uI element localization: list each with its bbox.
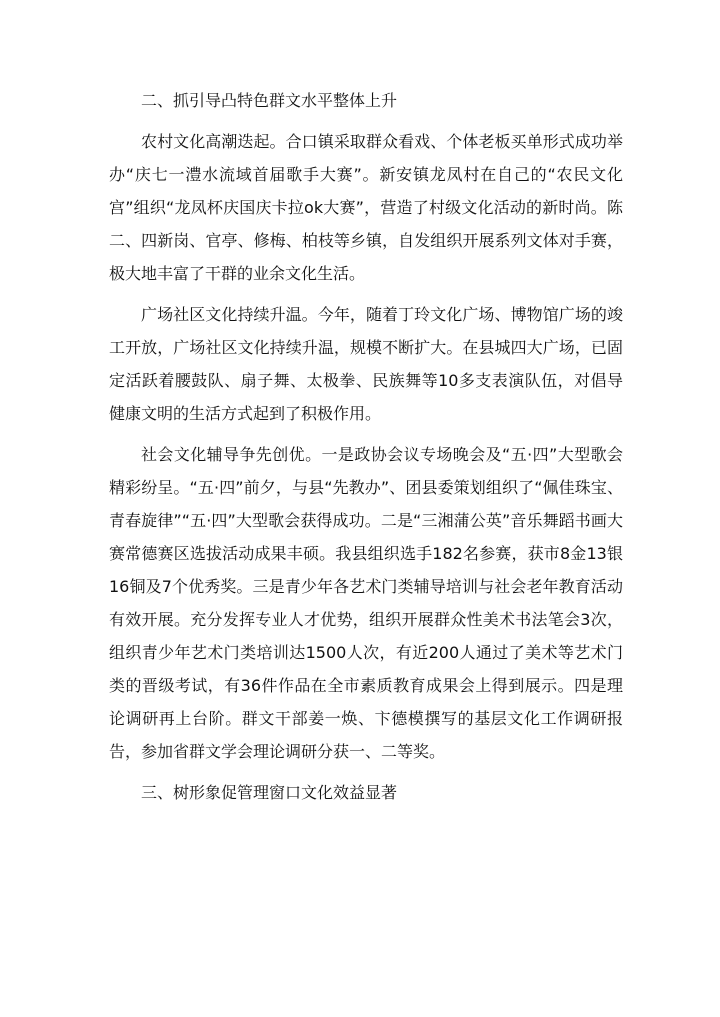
paragraph-social-culture: 社会文化辅导争先创优。一是政协会议专场晚会及“五·四”大型歌会精彩纷呈。“五·四”前夕，与县“先教办”、团县委策划组织了“佩佳珠宝、青春旋律”“五·四”大型歌会获得成功。二是“三湘蒲公英”音乐舞蹈书画大赛常德赛区选拔活动成果丰硕。我县组织选手182名参赛，获市8金13银16铜及7个优秀奖。三是青少年各艺术门类辅导培训与社会老年教育活动有效开展。充分发挥专业人才优势，组织开展群众性美术书法笔会3次，组织青少年艺术门类培训达1500人次，有近200人通过了美术等艺术门类的晋级考试，有36件作品在全市素质教育成果会上得到展示。四是理论调研再上台阶。群文干部姜一焕、卞德模撰写的基层文化工作调研报告，参加省群文学会理论调研分获一、二等奖。	[109, 445, 623, 761]
section-heading-2: 二、抓引导凸特色群文水平整体上升	[141, 91, 398, 110]
paragraph-square-culture: 广场社区文化持续升温。今年，随着丁玲文化广场、博物馆广场的竣工开放，广场社区文化持续升温，规模不断扩大。在县城四大广场，已固定活跃着腰鼓队、扇子舞、太极拳、民族舞等10多支表演队伍，对倡导健康文明的生活方式起到了积极作用。	[109, 305, 623, 423]
document-body	[109, 84, 623, 817]
paragraph-rural-culture: 农村文化高潮迭起。合口镇采取群众看戏、个体老板买单形式成功举办“庆七一澧水流域首届歌手大赛”。新安镇龙凤村在自己的“农民文化宫”组织“龙凤杯庆国庆卡拉ok大赛”，营造了村级文化活动的新时尚。陈二、四新岗、官亭、修梅、柏枝等乡镇，自发组织开展系列文体对手赛，极大地丰富了干群的业余文化生活。	[109, 132, 623, 283]
section-heading-3: 三、树形象促管理窗口文化效益显著	[141, 783, 398, 802]
